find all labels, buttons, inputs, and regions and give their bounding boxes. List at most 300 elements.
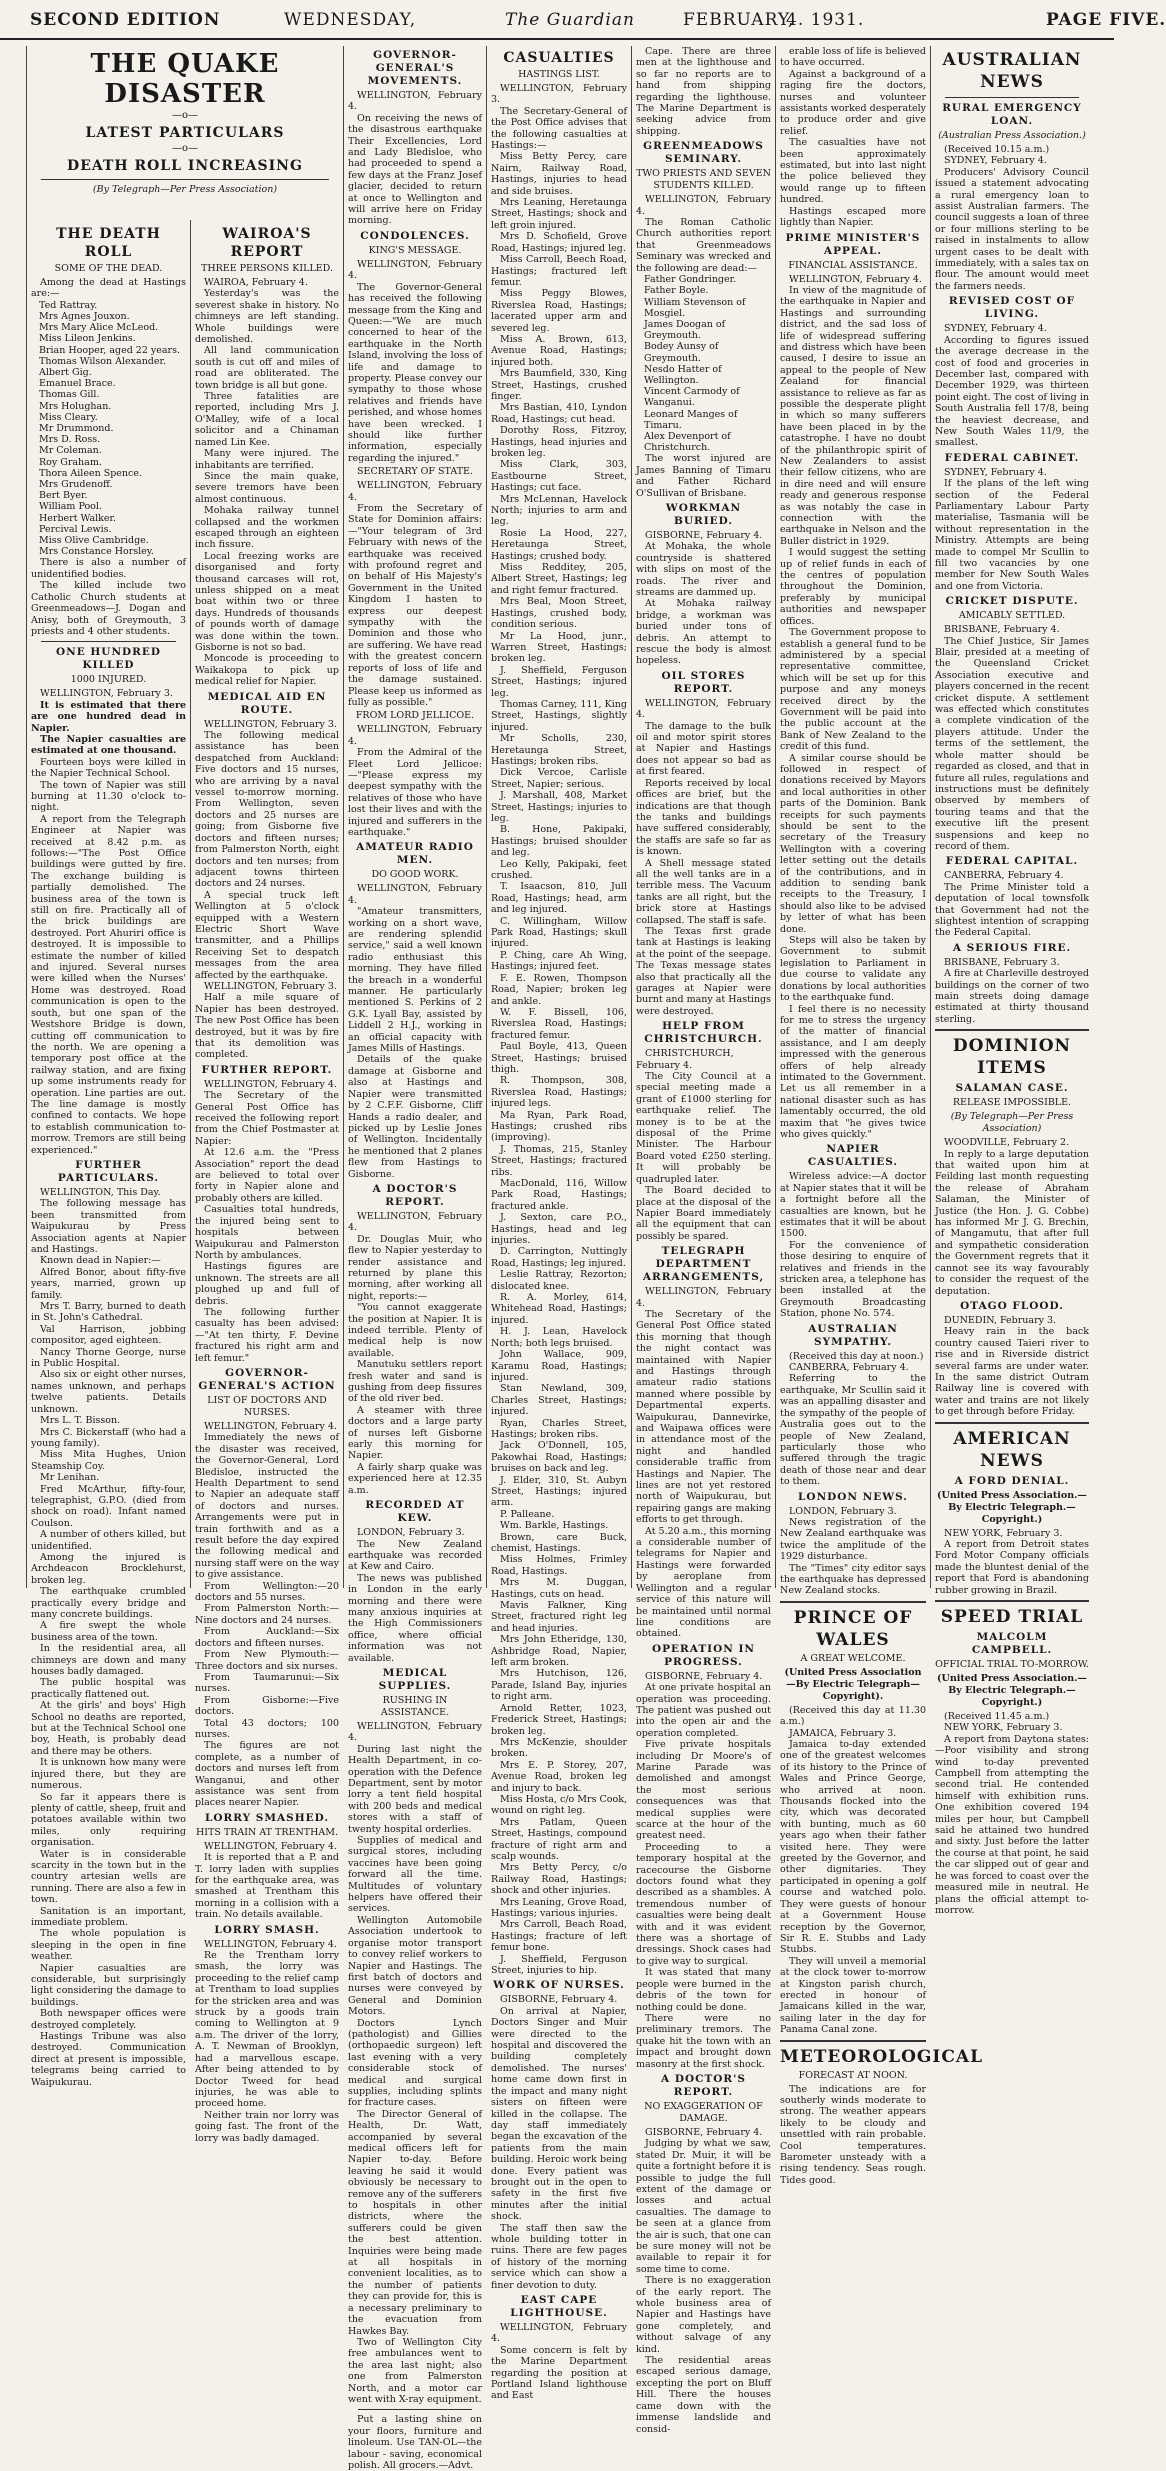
- section-subheading: LIST OF DOCTORS AND NURSES.: [207, 1394, 327, 1418]
- section-subheading: FORECAST AT NOON.: [798, 2069, 908, 2081]
- dateline: GISBORNE, February 4.: [645, 529, 763, 541]
- paragraph: Both newspaper offices were destroyed completely.: [31, 2008, 186, 2031]
- divider: [945, 97, 1079, 98]
- paragraph: A similar course should be followed in respect of donations received by Mayors and local authorities in other parts of the Dominion. Bank receipts for such payments should be sent to the secretary of the Treasury Wellington with a covering letter setting out the details of the contributions, and in addition to sending bank receipts to the Treasury, I should also like to be advised by letter of what has been done.: [780, 752, 926, 935]
- section-heading: CRICKET DISPUTE.: [945, 595, 1079, 608]
- paragraph: (Received 10.15 a.m.): [944, 144, 1050, 155]
- paragraph: Three fatalities are reported, including Mrs J. O'Malley, wife of a local solicitor and a Chinaman named Lin Kee.: [195, 391, 339, 448]
- list-item: Mrs Mary Alice McLeod.: [39, 322, 159, 334]
- names-list: [31, 300, 186, 558]
- dateline: CHRISTCHURCH, February 4.: [636, 1048, 734, 1071]
- paragraph: At one private hospital an operation was proceeding. The patient was pushed out into the open air and the operation completed.: [636, 1682, 771, 1739]
- credit-line: (By Telegraph—Per Press Association): [92, 184, 278, 195]
- list-item: Ted Rattray.: [39, 299, 98, 311]
- paragraph: At Mohaka, the whole countryside is shattered with slips on most of the roads. The river and streams are dammed up.: [636, 541, 771, 598]
- paragraph: The Secretary of the General Post Office stated this morning that though the night contact was maintained with Napier and Hastings through amateur radio stations manned where possible by Departmental experts. Waipukurau, Dannevirke, and Waipawa offices were in attendance most of the night and handled considerable traffic from Hastings and Napier. The lines are not yet restored north of Waipukurau, but repairing gangs are making efforts to get through.: [636, 1308, 771, 1526]
- paragraph: Mrs McLennan, Havelock North; injuries to arm and leg.: [491, 493, 627, 528]
- paragraph: Two of Wellington City free ambulances went to the area last night; also one from Palmerston North, and a motor car went with X-ray equipment.: [348, 2336, 482, 2405]
- section-heading: OPERATION IN PROGRESS.: [652, 1642, 755, 1668]
- divider: [780, 2040, 926, 2042]
- paragraph: Supplies of medical and surgical stores, including vaccines have been going forward all the time. Multitudes of voluntary helpers have offered their services.: [348, 1835, 482, 1915]
- list-item: Herbert Walker.: [39, 512, 117, 524]
- section-subheading: RELEASE IMPOSSIBLE.: [952, 1097, 1072, 1109]
- paragraph: Mrs L. T. Bisson.: [40, 1415, 121, 1427]
- section-heading: SPEED TRIAL: [940, 1607, 1084, 1627]
- dateline: WELLINGTON, This Day.: [40, 1186, 161, 1198]
- section-subheading: SOME OF THE DEAD.: [54, 263, 163, 274]
- dateline: NEW YORK, February 3.: [944, 1722, 1063, 1734]
- credit-line: (By Telegraph—Per Press Association): [950, 1111, 1074, 1135]
- paragraph: P. Palleane.: [500, 1508, 555, 1520]
- section-subheading: THREE PERSONS KILLED.: [201, 263, 333, 274]
- paragraph: Heavy rain in the back country caused Taieri river to rise and in Riverside district several farms are under water. In the same district Outram Railway line is covered with water and trains are not likely to get through before Friday.: [935, 1326, 1089, 1418]
- list-item: Mrs Constance Horsley.: [39, 546, 154, 558]
- paragraph: Mrs C. Bickerstaff (who had a young family).: [31, 1426, 186, 1449]
- paragraph: From Wellington:—20 doctors and 55 nurses.: [195, 1580, 339, 1604]
- paragraph: Mrs T. Barry, burned to death in St. John's Cathedral.: [31, 1301, 186, 1324]
- paragraph: The Napier casualties are estimated at one thousand.: [31, 733, 186, 757]
- list-item: Emanuel Brace.: [39, 378, 116, 390]
- paragraph: Mrs E. P. Storey, 207, Avenue Road, broken leg and injury to back.: [491, 1759, 627, 1794]
- dateline: LONDON, February 3.: [357, 1527, 465, 1539]
- paragraph: From the Admiral of the Fleet Lord Jellicoe:—"Please express my deepest sympathy with the relatives of those who have lost their lives and with the injured and sufferers in the earthquake.": [348, 747, 482, 838]
- divider: [41, 179, 329, 180]
- list-item: William Stevenson of Mosgiel.: [644, 296, 746, 319]
- divider: [780, 1601, 926, 1603]
- paragraph: Mohaka railway tunnel collapsed and the workmen escaped through an eighteen inch fissure.: [195, 505, 339, 551]
- section-heading: THE DEATH ROLL: [56, 226, 161, 260]
- section-heading: OIL STORES REPORT.: [661, 669, 746, 695]
- section-heading: RURAL EMERGENCY LOAN.: [942, 102, 1082, 127]
- paragraph: From New Plymouth:—Three doctors and six nurses.: [195, 1649, 339, 1672]
- divider: [935, 1029, 1089, 1031]
- section-heading: PRINCE OF WALES: [793, 1607, 913, 1650]
- death-roll-column: [28, 222, 189, 2088]
- paragraph: The whole population is sleeping in the open in fine weather.: [31, 1928, 186, 1963]
- column-rule: [343, 46, 344, 1588]
- paragraph: "Amateur transmitters, working on a short wave, are rendering splendid service," said a well known radio enthusiast this morning. They have filled the breach in a wonderful manner. He particularly mentioned S. Perkins of 2 G.K. Lyall Bay, assisted by Liddell 2 H.J., working in an official capacity with James Mills of Hastings.: [348, 906, 482, 1055]
- paragraph: Mrs M. Duggan, Hastings, cuts on head.: [491, 1577, 627, 1600]
- section-heading: WORKMAN BURIED.: [665, 501, 742, 527]
- paragraph: Jamaica to-day extended one of the greatest welcomes of its history to the Prince of Wales and Prince George, who arrived at noon. Thousands flocked into the city, which was decorated with bunting, much as 60 years ago when their father visited here. They were greeted by the Governor, and other dignitaries. They participated in opening a golf course and watched polo. They were guests of honour at a Government House reception by the Governor, Sir R. E. Stubbs and Lady Stubbs.: [780, 1739, 926, 1956]
- section-heading: OTAGO FLOOD.: [960, 1299, 1064, 1312]
- paragraph: Fred McArthur, fifty-four, telegraphist, G.P.O. (died from shock on road). Infant named Coulson.: [31, 1483, 186, 1529]
- paragraph: Wm. Barkle, Hastings.: [500, 1520, 609, 1532]
- paragraph: Mrs McKenzie, shoulder broken.: [491, 1736, 627, 1760]
- paragraph: News registration of the New Zealand earthquake was twice the amplitude of the 1929 disturbance.: [780, 1516, 926, 1563]
- dateline: SYDNEY, February 4.: [944, 466, 1047, 478]
- paragraph: Dick Vercoe, Carlisle Street, Napier; serious.: [491, 767, 627, 790]
- dateline: WAIROA, February 4.: [204, 277, 308, 288]
- paragraph: At the girls' and boys' High School no deaths are reported, but at the Technical School one boy, Heath, is probably dead and there may be others.: [31, 1700, 186, 1757]
- divider: [358, 2409, 472, 2410]
- paragraph: On arrival at Napier, Doctors Singer and Muir were directed to the hospital and discovered the building completely demolished. The nurses' home came down first in the impact and many night sisters on fifteen were killed in the collapse. The day staff immediately began the excavation of the patients from the main building. Heroic work being done. Every patient was brought out in the open to safety in the first five minutes after the initial shock.: [491, 2005, 627, 2223]
- list-item: Mrs Agnes Jouxon.: [39, 311, 130, 323]
- list-item: Thomas Wilson Alexander.: [39, 355, 167, 367]
- paragraph: The following medical assistance has been despatched from Auckland: Five doctors and 15 nurses, who are arriving by a naval vessel to-morrow morning. From Wellington, seven doctors and 25 nurses are going; from Gisborne five doctors and fifteen nurses; from Palmerston North, eight doctors and ten nurses; from adjacent towns thirteen doctors and 24 nurses.: [195, 730, 339, 890]
- credit-line: (United Press Association.—By Electric Telegraph.—Copyright.): [937, 1489, 1087, 1525]
- list-item: Mr Drummond.: [39, 423, 114, 435]
- paragraph: (Received this day at noon.): [789, 1350, 924, 1362]
- paragraph: The City Council at a special meeting made a grant of £1000 sterling for earthquake relief. The money is to be at the disposal of the Prime Minister. The Harbour Board voted £250 sterling. It will probably be quadrupled later.: [636, 1071, 771, 1185]
- paragraph: Miss Clark, 303, Eastbourne Street, Hastings; cut face.: [491, 459, 627, 494]
- credit-line: (United Press Association—By Electric Telegraph—Copyright).: [784, 1666, 922, 1702]
- list-item: Miss Lileon Jenkins.: [39, 333, 136, 345]
- paragraph: Val Harrison, jobbing compositor, aged eighteen.: [31, 1323, 186, 1347]
- dateline: GISBORNE, February 4.: [645, 1670, 763, 1682]
- section-heading: AMERICAN NEWS: [953, 1428, 1071, 1471]
- dateline: WELLINGTON, February 4.: [204, 1840, 337, 1852]
- list-item: Nesdo Hatter of Wellington.: [644, 363, 722, 386]
- section-heading: CONDOLENCES.: [360, 229, 470, 242]
- paragraph: Producers' Advisory Council issued a statement advocating a rural emergency loan to assist Australian farmers. The council suggests a loan of three or four millions sterling to be raised in instalments to allow urgent cases to be dealt with immediately, with a sales tax on flour. The amount would meet the farmers needs.: [935, 166, 1089, 292]
- paragraph: In reply to a large deputation that waited upon him at Feilding last month requesting the release of Abraham Salaman, the Minister of Justice (the Hon. J. G. Cobbe) has informed Mr J. G. Brechin, of Mangamutu, that after full and sympathetic consideration the Government regrets that it cannot see its way favourably to consider the request of the deputation.: [935, 1148, 1089, 1297]
- list-item: Thomas Gill.: [39, 389, 100, 401]
- paragraph: So far it appears there is plenty of cattle, sheep, fruit and potatoes available within two miles, only requiring organisation.: [31, 1791, 186, 1849]
- column-rule: [631, 46, 632, 1588]
- section-heading: FURTHER PARTICULARS.: [57, 1158, 160, 1184]
- paragraph: The staff then saw the whole building totter in ruins. There are few pages of history of the morning service which can show a finer devotion to duty.: [491, 2222, 627, 2291]
- separator: —o—: [171, 110, 199, 121]
- paragraph: A fire swept the whole business area of the town.: [31, 1620, 186, 1643]
- list-item: Vincent Carmody of Wanganui.: [644, 386, 740, 409]
- paragraph: "You cannot exaggerate the position at Napier. It is indeed terrible. Plenty of medical help is now available.: [348, 1302, 482, 1359]
- paragraph: Ma Ryan, Park Road, Hastings; crushed ribs (improving).: [491, 1109, 627, 1144]
- list-item: Leonard Manges of Timaru.: [644, 408, 738, 431]
- paragraph: J. Sheffield, Ferguson Street, Hastings; injured leg.: [491, 664, 627, 699]
- paragraph: Mrs Patlam, Queen Street, Hastings, compound fracture of right arm and scalp wounds.: [491, 1816, 627, 1862]
- section-heading: HELP FROM CHRISTCHURCH.: [644, 1020, 763, 1046]
- dateline: WELLINGTON, February 4.: [348, 1210, 482, 1234]
- section-heading: WORK OF NURSES.: [493, 1979, 625, 1992]
- paragraph: At 5.20 a.m., this morning a considerable number of telegrams for Napier and Hastings were forwarded by aeroplane from Wellington and a regular service of this nature will be maintained until normal line conditions are obtained.: [636, 1525, 771, 1640]
- paragraph: Stan Newland, 309, Charles Street, Hastings; injured.: [491, 1383, 627, 1418]
- paragraph: It is unknown how many were injured there, but they are numerous.: [31, 1757, 186, 1792]
- list-item: Mrs Holughan.: [39, 400, 112, 412]
- paragraph: erable loss of life is believed to have occurred.: [780, 46, 927, 69]
- paragraph: The residential areas escaped serious damage, excepting the port on Bluff Hill. There the houses came down with the immense landslide and consid-: [636, 2355, 771, 2435]
- column-rule: [486, 46, 487, 1588]
- paragraph: The following further casualty has been advised:—"At ten thirty, F. Devine fractured his right arm and left femur.": [195, 1306, 339, 1364]
- section-subheading: OFFICIAL TRIAL TO-MORROW.: [935, 1659, 1089, 1670]
- list-item: Alex Devenport of Christchurch.: [644, 430, 731, 454]
- paragraph: Napier casualties are considerable, but surprisingly light considering the damage to buildings.: [31, 1962, 186, 2008]
- dateline: WELLINGTON, February 4.: [636, 697, 771, 721]
- paragraph: J. Sexton, care P.O., Hastings, head and leg injuries.: [491, 1212, 627, 1247]
- paragraph: A number of others killed, but unidentified.: [31, 1529, 186, 1552]
- paragraph: Many were injured. The inhabitants are terrified.: [195, 448, 339, 471]
- dateline: BRISBANE, February 4.: [944, 624, 1060, 636]
- list-item: Miss Olive Cambridge.: [39, 535, 149, 547]
- paragraph: From the Secretary of State for Dominion affairs:—"Your telegram of 3rd February with news of the earthquake was received with profound regret and on behalf of His Majesty's Government in the United Kingdom I hasten to express our deepest sympathy with the Dominion and those who are suffering. We have read with the greatest concern reports of loss of life and the damage sustained. Please keep us informed as fully as possible.": [348, 503, 482, 708]
- paragraph: Total 43 doctors; 100 nurses.: [195, 1717, 339, 1740]
- section-heading: MEDICAL SUPPLIES.: [378, 1666, 452, 1692]
- paragraph: Wellington Automobile Association undertook to organise motor transport to convey relief workers to Napier and Hastings. The first batch of doctors and nurses were conveyed by General and Dominion Motors.: [348, 1914, 482, 2018]
- paragraph: MacDonald, 116, Willow Park Road, Hastings; fractured ankle.: [491, 1178, 627, 1212]
- paragraph: Mrs Hutchison, 126, Parade, Island Bay, injuries to right arm.: [491, 1668, 627, 1703]
- paragraph: The Board decided to place at the disposal of the Napier Board immediately all the equipment that can possibly be spared.: [636, 1185, 771, 1242]
- paragraph: On receiving the news of the disastrous earthquake Their Excellencies, Lord and Lady Bledisloe, who had proceeded to spend a few days at the Franz Josef glacier, decided to return at once to Wellington and will arrive here on Friday morning.: [348, 112, 482, 227]
- dateline: WELLINGTON, February 4.: [636, 1286, 771, 1309]
- paragraph: Miss Peggy Blowes, Riverslea Road, Hastings; lacerated upper arm and severed leg.: [491, 288, 627, 334]
- paragraph: The Director General of Health, Dr. Watt, accompanied by several medical officers left for Napier to-day. Before leaving he said it would obviously be necessary to remove any of the sufferers to hospitals in other districts, where the sufferers could be given the best attention. Inquiries were being made at all hospitals in convenient localities, as to the number of patients they can provide for, this is a necessary preliminary to the evacuation from Hawkes Bay.: [348, 2108, 482, 2337]
- paragraph: Judging by what we saw, stated Dr. Muir, it will be quite a fortnight before it is possible to judge the full extent of the damage or losses and actual casualties. The damage to be seen at a glance from the air is such, that one can be sure money will not be available to repair it for some time to come.: [636, 2138, 771, 2275]
- column-rule: [930, 46, 931, 1588]
- dateline: GISBORNE, February 4.: [500, 1994, 618, 2006]
- paragraph: Hastings Tribune was also destroyed. Communication direct at present is impossible, telegrams being carried to Waipukurau.: [31, 2031, 186, 2088]
- section-heading: WAIROA'S REPORT: [222, 226, 312, 260]
- section-subheading: FROM LORD JELLICOE.: [355, 710, 475, 722]
- paragraph: I would suggest the setting up of relief funds in each of the centres of population throughout the Dominion, preferably by municipal authorities and newspaper offices.: [780, 547, 926, 627]
- names-list: [636, 274, 771, 453]
- list-item: Roy Graham.: [39, 456, 102, 468]
- paragraph: A fairly sharp quake was experienced here at 12.35 a.m.: [348, 1461, 482, 1496]
- paragraph: All land communication south is cut off and miles of road are obliterated. The town bridge is all but gone.: [195, 345, 339, 391]
- paragraph: Jack O'Donnell, 105, Pakowhai Road, Hastings; bruises on back and leg.: [491, 1440, 627, 1475]
- paragraph: The Secretary-General of the Post Office advises that the following casualties at Hastings:—: [491, 105, 627, 152]
- divider: [41, 641, 176, 642]
- section-heading: TELEGRAPH DEPARTMENT ARRANGEMENTS,: [642, 1245, 765, 1284]
- section-heading: FEDERAL CABINET.: [944, 451, 1080, 464]
- section-heading: LONDON NEWS.: [798, 1490, 908, 1503]
- paragraph: B. Hone, Pakipaki, Hastings; bruised shoulder and leg.: [491, 824, 627, 859]
- paragraph: The Prime Minister told a deputation of local townsfolk that Government had not the slightest intention of scrapping the Federal Capital.: [935, 881, 1089, 939]
- dateline: SYDNEY, February 4.: [944, 155, 1047, 167]
- paragraph: The "Times" city editor says the earthquake has depressed New Zealand stocks.: [780, 1562, 926, 1597]
- list-item: Father Gondringer.: [644, 274, 737, 286]
- section-subheading: HASTINGS LIST.: [518, 69, 600, 80]
- dateline: NEW YORK, February 3.: [944, 1527, 1063, 1539]
- paragraph: The worst injured are James Banning of Timaru and Father Richard O'Sullivan of Brisbane.: [636, 453, 771, 499]
- paragraph: Details of the quake damage at Gisborne and also at Hastings and Napier were transmitted by 2 C.F.F. Gisborne, Cliff Hands a radio dealer, and picked up by Leslie Jones of Wellington. Incidentally he mentioned that 2 planes flew from Hastings to Gisborne.: [348, 1054, 482, 1180]
- prime-minister-column: [777, 46, 984, 2186]
- dateline: WELLINGTON, February 3.: [40, 688, 173, 700]
- paragraph: From Palmerston North:—Nine doctors and 24 nurses.: [195, 1603, 339, 1626]
- section-heading: GOVERNOR-GENERAL'S MOVEMENTS.: [367, 49, 463, 87]
- paragraph: C. Willingham, Willow Park Road, Hastings; skull injured.: [491, 915, 627, 950]
- greenmeadows-column: [633, 46, 774, 2435]
- paragraph: Half a mile square of Napier has been destroyed. The new Post Office has been destroyed, but it was by fire that its demolition was completed.: [195, 992, 339, 1061]
- paragraph: A steamer with three doctors and a large party of nurses left Gisborne early this morning for Napier.: [348, 1404, 482, 1462]
- dateline: WELLINGTON, February 3.: [491, 83, 627, 106]
- paragraph: Cape. There are three men at the lighthouse and so far no reports are to hand from shipping regarding the lighthouse. The Marine Department is seeking advice from shipping.: [636, 46, 771, 137]
- paragraph: Mrs Leaning, Grove Road, Hastings; various injuries.: [491, 1896, 627, 1919]
- paragraph: There were no preliminary tremors. The quake hit the town with an impact and brought down masonry at the first shock.: [636, 2012, 771, 2070]
- paragraph: The figures are not complete, as a number of doctors and nurses left from Wanganui, and other assistance was sent from places nearer Napier.: [195, 1740, 339, 1809]
- australian-news-column: [932, 46, 1092, 1916]
- paragraph: I feel there is no necessity for me to stress the urgency of the matter of financial assistance, and I am deeply impressed with the generous offers of help already intimated to the Government. Let us all remember in a national disaster such as has lamentably occurred, the old maxim that "he gives twice who gives quickly.": [780, 1003, 926, 1140]
- paragraph: It was stated that many people were burned in the debris of the town for nothing could be done.: [636, 1967, 771, 2013]
- list-item: Brian Hooper, aged 22 years.: [39, 344, 180, 356]
- dateline: CANBERRA, February 4.: [944, 870, 1064, 882]
- list-item: Father Boyle.: [644, 285, 709, 297]
- paragraph: Dr. Douglas Muir, who flew to Napier yesterday to render assistance and returned by plane this morning, after working all night, reports:—: [348, 1233, 482, 1302]
- paragraph: Leslie Rattray, Rezorton; dislocated knee.: [491, 1269, 627, 1292]
- section-heading: GREENMEADOWS SEMINARY.: [643, 140, 764, 166]
- dateline: LONDON, February 3.: [789, 1505, 897, 1517]
- paragraph: Steps will also be taken by Government to submit legislation to Parliament in due course to validate any donations by local authorities to the earthquake fund.: [780, 935, 926, 1004]
- dateline: WELLINGTON, February 4.: [204, 1938, 337, 1950]
- paragraph: A special truck left Wellington at 5 o'clock equipped with a Western Electric Short Wave transmitter, and a Phillips Receiving Set to despatch messages from the area affected by the earthquake.: [195, 889, 339, 981]
- paragraph: They will unveil a memorial at the clock tower to-morrow at Kingston parish church, erected in honour of Jamaicans killed in the war, sailing later in the day for Panama Canal zone.: [780, 1955, 926, 2036]
- section-heading: GOVERNOR-GENERAL'S ACTION: [198, 1366, 336, 1392]
- paragraph: R. A. Morley, 614, Whitehead Road, Hastings; injured.: [491, 1292, 627, 1326]
- list-item: Percival Lewis.: [39, 523, 112, 535]
- dateline: WELLINGTON, February 3.: [204, 980, 337, 992]
- paragraph: Miss Redditey, 205, Albert Street, Hastings; leg and right femur fractured.: [491, 562, 627, 596]
- paragraph: Mrs D. Schofield, Grove Road, Hastings; injured leg.: [491, 231, 627, 254]
- subheadline: LATEST PARTICULARS: [85, 125, 285, 141]
- section-heading: NAPIER CASUALTIES.: [807, 1143, 899, 1169]
- section-heading: AMATEUR RADIO MEN.: [356, 841, 474, 867]
- paragraph: In the residential area, all chimneys are down and many houses badly damaged.: [31, 1643, 186, 1678]
- paragraph: Proceeding to a temporary hospital at the racecourse the Gisborne doctors found what they described as a shambles. A tremendous number of casualties were being dealt with and it was evident there was a shortage of dressings. Shock cases had to give way to surgical.: [636, 1841, 771, 1967]
- day-label: WEDNESDAY,: [284, 10, 417, 30]
- paragraph: Local freezing works are disorganised and forty thousand carcases will rot, unless shipped on a meat boat within two or three days. Hundreds of thousands of pounds worth of damage was done within the town. Gisborne is not so bad.: [195, 550, 339, 653]
- section-subheading: 1000 INJURED.: [70, 674, 147, 686]
- paragraph: The casualties have not been approximately estimated, but into last night the police believed they would range up to fifteen hundred.: [780, 137, 926, 206]
- paragraph: Re the Trentham lorry smash, the lorry was proceeding to the relief camp at Trentham to load supplies for the stricken area and was struck by a goods train coming to Wellington at 9 a.m. The driver of the lorry, A. T. Newman of Brooklyn, had a marvellous escape. After being attended to by Doctor Tweed for head injuries, he was able to proceed home.: [195, 1950, 339, 2110]
- paragraph: Miss Holmes, Frimley Road, Hastings.: [491, 1554, 627, 1577]
- list-item: Mr Coleman.: [39, 445, 102, 457]
- paragraph: Brown, care Buck, chemist, Hastings.: [491, 1531, 627, 1554]
- paragraph: It is reported that a P. and T. lorry laden with supplies for the earthquake area, was smashed at Trentham this morning in a collision with a train. No details available.: [195, 1852, 339, 1921]
- section-subheading: AMICABLY SETTLED.: [958, 610, 1066, 622]
- column-rule: [190, 220, 191, 1588]
- section-heading: PRIME MINISTER'S APPEAL.: [785, 231, 921, 257]
- section-heading: AUSTRALIAN NEWS: [942, 50, 1082, 92]
- paragraph: R. Thompson, 308, Riverslea Road, Hastings; injured legs.: [491, 1075, 627, 1110]
- dateline: WOODVILLE, February 2.: [944, 1137, 1070, 1149]
- section-heading: A FORD DENIAL.: [954, 1474, 1070, 1487]
- section-subheading: FINANCIAL ASSISTANCE.: [788, 259, 918, 271]
- credit-line: (United Press Association.—By Electric Telegraph.—Copyright.): [937, 1673, 1087, 1708]
- paragraph: Arnold Retter, 1023, Frederick Street, Hastings; broken leg.: [491, 1702, 627, 1737]
- paragraph: Also six or eight other nurses, names unknown, and perhaps twelve patients. Details unknown.: [31, 1369, 186, 1415]
- paragraph: There is no exaggeration of the early report. The whole business area of Napier and Hastings have gone completely, and without salvage of any kind.: [636, 2275, 771, 2355]
- paragraph: Thomas Carney, 111, King Street, Hastings, slightly injured.: [491, 698, 627, 733]
- paragraph: Moncode is proceeding to Waikakopa to pick up medical relief for Napier.: [195, 653, 339, 688]
- paragraph: Immediately the news of the disaster was received, the Governor-General, Lord Bledisloe, instructed the Health Department to send to Napier an adequate staff of doctors and nurses. Arrangements were put in train forthwith and as a result before the day expired the following medical and nursing staff were on the way to give assistance.: [195, 1432, 339, 1581]
- column-rule: [775, 46, 776, 1588]
- list-item: Mrs Grudenoff.: [39, 479, 113, 491]
- paragraph: Mr Scholls, 230, Heretaunga Street, Hastings; broken ribs.: [491, 733, 627, 767]
- paragraph: Mrs Bastian, 410, Lyndon Road, Hastings; cut head.: [491, 402, 627, 425]
- paragraph: Neither train nor lorry was going fast. The front of the lorry was badly damaged.: [195, 2109, 339, 2144]
- paragraph: (Received this day at 11.30 a.m.): [780, 1704, 926, 1728]
- list-item: Bert Byer.: [39, 490, 88, 502]
- section-subheading: RUSHING IN ASSISTANCE.: [380, 1694, 450, 1718]
- paragraph: Mrs John Etheridge, 130, Ashbridge Road, Napier, left arm broken.: [491, 1634, 627, 1669]
- paragraph: In view of the magnitude of the earthquake in Napier and Hastings and surrounding district, and the sad loss of life of widespread suffering and distress which have been caused, I desire to issue an appeal to the people of New Zealand for financial assistance to relieve as far as possible the desperate plight in which so many sufferers have been placed in by the catastrophe. I have no doubt of the philanthropic spirit of New Zealanders to assist their fellow citizens, who are in dire need and will ensure ready and generous response as was notably the case in connection with the earthquake in Nelson and the Buller district in 1929.: [780, 284, 926, 547]
- section-heading: FURTHER REPORT.: [201, 1063, 333, 1076]
- advertisement: Put a lasting shine on your floors, furniture and linoleum. Use TAN-OL—the labour - saving, economical polish. All grocers.—Advt.: [348, 2414, 482, 2471]
- section-subheading: NO EXAGGERATION OF DAMAGE.: [644, 2100, 763, 2124]
- section-heading: FEDERAL CAPITAL.: [945, 855, 1079, 868]
- paragraph: At Mohaka railway bridge, a workman was buried under tons of debris. An attempt to rescue the body is almost hopeless.: [636, 598, 771, 667]
- paragraph: Fourteen boys were killed in the Napier Technical School.: [31, 756, 186, 780]
- paragraph: Some concern is felt by the Marine Department regarding the position at Portland Island lighthouse and East: [491, 2344, 627, 2402]
- list-item: Albert Gig.: [39, 367, 92, 379]
- paragraph: Mr Lenihan.: [40, 1472, 100, 1484]
- page-label: PAGE FIVE.: [1046, 10, 1166, 30]
- edition-label: SECOND EDITION: [30, 10, 221, 30]
- paragraph: The indications are for southerly winds moderate to strong. The weather appears likely to be cloudy and unsettled with rain probable. Cool temperatures. Barometer unsteady with a rising tendency. Seas rough. Tides good.: [780, 2083, 926, 2186]
- paragraph: Casualties total hundreds, the injured being sent to hospitals between Waipukurau and Palmerston North by ambulances.: [195, 1204, 339, 1261]
- section-subheading: TWO PRIESTS AND SEVEN STUDENTS KILLED.: [636, 168, 771, 192]
- section-subheading: SECRETARY OF STATE.: [357, 466, 473, 478]
- paragraph: Water is in considerable scarcity in the town but in the country artesian wells are running. There are also a few in town.: [31, 1848, 186, 1906]
- separator: —o—: [171, 143, 199, 154]
- paragraph: Mrs Carroll, Beach Road, Hastings; fracture of left femur bone.: [491, 1919, 627, 1954]
- paragraph: Since the main quake, severe tremors have been almost continuous.: [195, 470, 339, 505]
- section-subheading: DO GOOD WORK.: [371, 869, 459, 881]
- section-subheading: HITS TRAIN AT TRENTHAM.: [196, 1826, 338, 1838]
- wairoa-column: [192, 222, 342, 2144]
- dateline: DUNEDIN, February 3.: [944, 1314, 1057, 1326]
- dateline: WELLINGTON, February 4.: [491, 2322, 627, 2345]
- dateline: WELLINGTON, February 4.: [204, 1420, 337, 1432]
- paragraph: Among the injured is Archdeacon Brocklehurst, broken leg.: [31, 1551, 186, 1586]
- list-item: Bodey Aunsy of Greymouth.: [644, 341, 719, 364]
- paragraph: The Secretary of the General Post Office has received the following report from the Chief Postmaster at Napier:: [195, 1090, 339, 1147]
- paragraph: From Gisborne:—Five doctors.: [195, 1694, 339, 1718]
- list-item: Mrs D. Ross.: [39, 434, 101, 446]
- paragraph: H. J. Lean, Havelock North; both legs bruised.: [491, 1326, 627, 1349]
- section-heading: EAST CAPE LIGHTHOUSE.: [510, 2294, 608, 2319]
- divider: [935, 1600, 1089, 1602]
- list-item: James Doogan of Greymouth.: [644, 318, 726, 342]
- dateline: SYDNEY, February 4.: [944, 323, 1047, 335]
- dateline: WELLINGTON, February 4.: [348, 258, 482, 282]
- paragraph: For the convenience of those desiring to enquire of relatives and friends in the stricken area, a telephone has been installed at the Greymouth Broadcasting Station, phone No. 574.: [780, 1239, 926, 1320]
- paragraph: Alfred Bonor, about fifty-five years, married, grown up family.: [31, 1266, 186, 1301]
- paragraph: Sanitation is an important, immediate problem.: [31, 1905, 186, 1928]
- paragraph: There is also a number of unidentified bodies.: [31, 557, 186, 580]
- section-heading: METEOROLOGICAL: [780, 2046, 984, 2067]
- paragraph: Mrs Betty Percy, c/o Railway Road, Hastings; shock and other injuries.: [491, 1862, 627, 1897]
- paragraph: J. Elder, 310, St. Aubyn Street, Hastings; injured arm.: [491, 1474, 627, 1509]
- dateline: WELLINGTON, February 4.: [348, 724, 482, 747]
- paragraph: Known dead in Napier:—: [40, 1255, 161, 1267]
- paragraph: Dorothy Ross, Fitzroy, Hastings, head injuries and broken leg.: [491, 425, 627, 459]
- paragraph: Mrs Leaning, Heretaunga Street, Hastings; shock and left groin injured.: [491, 197, 627, 231]
- paragraph: The Government propose to establish a general fund to be administered by a special representative committee, which will be set up for this purpose and any moneys received direct by the Government will be paid into the public account at the Bank of New Zealand to the credit of this fund.: [780, 627, 926, 753]
- section-heading: A DOCTOR'S REPORT.: [372, 1182, 458, 1208]
- section-heading: CASUALTIES: [503, 50, 615, 66]
- masthead: [0, 0, 1166, 40]
- paragraph: Five private hospitals including Dr Moore's of Marine Parade was demolished and amongst the most serious consequences was that medical supplies were scarce at the hour of the greatest need.: [636, 1739, 771, 1842]
- list-item: William Pool.: [39, 501, 102, 513]
- paragraph: Rosie La Hood, 227, Heretaunga Street, Hastings; crushed body.: [491, 527, 627, 562]
- dateline: JAMAICA, February 3.: [789, 1727, 897, 1739]
- section-heading: AUSTRALIAN SYMPATHY.: [808, 1322, 898, 1348]
- dateline: CANBERRA, February 4.: [789, 1362, 909, 1374]
- dateline: BRISBANE, February 3.: [944, 956, 1060, 968]
- paragraph: Ryan, Charles Street, Hastings; broken ribs.: [491, 1417, 627, 1440]
- paragraph: The damage to the bulk oil and motor spirit stores at Napier and Hastings does not appear so bad as at first feared.: [636, 720, 771, 778]
- section-heading: ONE HUNDRED KILLED: [55, 646, 162, 672]
- paragraph: D. Carrington, Nuttingly Road, Hastings; leg injured.: [491, 1246, 627, 1269]
- paragraph: Mavis Falkner, King Street, fractured right leg and head injuries.: [491, 1600, 627, 1634]
- paragraph: A report from Detroit states Ford Motor Company officials made the bluntest denial of the report that Ford is abandoning rubber growing in Brazil.: [935, 1538, 1089, 1596]
- paragraph: The Texas first grade tank at Hastings is leaking at the point of the seepage. The Texas message states also that practically all the garages at Napier were burnt and many at Hastings were destroyed.: [636, 925, 772, 1017]
- section-heading: LORRY SMASHED.: [204, 1811, 330, 1824]
- paragraph: Manutuku settlers report fresh water and sand is gushing from deep fissures of the old river bed.: [348, 1359, 482, 1405]
- paragraph: John Wallace, 909, Karamu Road, Hastings; injured.: [491, 1349, 627, 1383]
- dateline: WELLINGTON, February 4.: [348, 90, 482, 113]
- paragraph: T. Isaacson, 810, Jull Road, Hastings; head, arm and leg injured.: [491, 881, 627, 916]
